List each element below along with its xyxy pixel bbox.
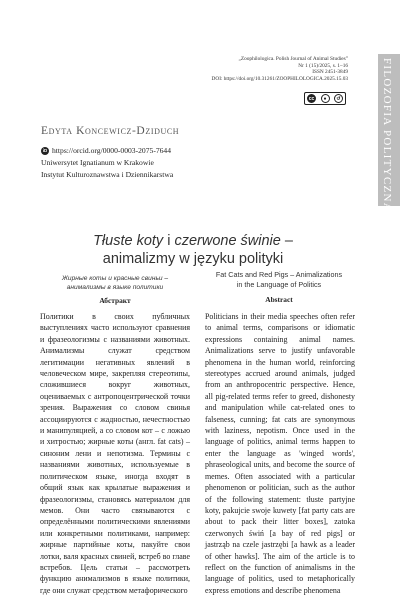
- title-part-2: i: [163, 233, 175, 249]
- title-part-1: Tłuste koty: [93, 233, 164, 249]
- orcid-icon: iD: [42, 148, 48, 153]
- affiliation-institute: Instytut Kulturoznawstwa i Dziennikarstwa: [41, 170, 174, 179]
- russian-abstract-body: [40, 311, 190, 596]
- english-abstract-text: Politicians in their media speeches often refer to animal terms, comparisons or idiomatic expressions containing animal names. Animalizations serve to justify unfavorable phenomena in the human world, reinforcing stereotypes accrued around animals, judged from an anthropocentric perspective. Hence, all pig-related terms refer to greed, dishonesty and manipulation while cat-related ones to falseness, cunning; fat cats are synonymous with laziness, nepotism. Once used in the language of politics, animal terms happen to enter the language as 'winged words', phraseological units, and become the source of memes. Often associated with a particular phenomenon or politician, such as the author of the following statement: tłuste partyjne koty, pakujcie swoje kuwety [fat party cats are about to pack their litter boxes], zatoka czerwonych świń [a bay of red pigs] or jastrząb na czele jastrzębi [a hawk as a leader of other hawks]. The aim of the article is to reflect on the function of animalisms in the language of politics, used to metaphorically express emotions and describe phenomena: [205, 312, 355, 595]
- affiliation-university: Uniwersytet Ignatianum w Krakowie: [41, 158, 154, 167]
- russian-abstract-heading: Абстракт: [99, 296, 131, 305]
- section-sidebar: [378, 54, 400, 213]
- orcid-link[interactable]: https://orcid.org/0000-0003-2075-7644: [52, 146, 172, 155]
- title-part-4: –: [280, 233, 293, 249]
- russian-subtitle-line-1: Жирные коты и красные свиньи –: [61, 275, 169, 282]
- english-abstract-heading: Abstract: [265, 295, 293, 304]
- journal-header: [148, 56, 348, 82]
- cc-icon: cc: [308, 95, 315, 102]
- russian-abstract-text: Политики в своих публичных выступлениях часто используют сравнения и фразеологизмы с названиями животных. Анимализмы служат средством легитимации негативных явлений в человеческом мире, закрепляя стереотипы, сложившиеся вокруг животных, оцениваемых с антропоцентрической точки зрения. Выражения со словом свинья ассоциируются с жадностью, нечестностью и манипуляцией, а со словом кот – с ложью и хитростью; жирные коты (англ. fat cats) – синоним лени и непотизма. Термины с названиями животных, используемые в политическом языке, иногда входят в общий язык как крылатые выражения и фразеологизмы, становясь материалом для мемов. Они часто связываются с определёнными политическими явлениями или конкретными политиками, например: жирные партийные коты, пакуйте свои лотки, валя красных свиней, встреб во главе встребов. Цель статьи – рассмотреть функцию анимализмов в языке политики, где они служат средством метафорического: [40, 312, 190, 595]
- title-line-2: animalizmy w języku polityki: [102, 251, 284, 267]
- english-subtitle-line-1: Fat Cats and Red Pigs – Animalizations: [215, 270, 343, 279]
- author-name: Edyta Koncewicz-Dziduch: [41, 125, 180, 137]
- english-subtitle-line-2: in the Language of Politics: [236, 279, 322, 289]
- sa-icon: ↺: [334, 94, 343, 103]
- orcid-line[interactable]: [41, 146, 171, 155]
- issn: ISSN 2451-3849: [312, 69, 348, 76]
- english-subtitle: [204, 270, 354, 289]
- journal-name: „Zoophilologica. Polish Journal of Animal Studies”: [238, 56, 348, 62]
- english-abstract-body: [205, 311, 355, 596]
- doi[interactable]: DOI: https://doi.org/10.31261/ZOOPHILOLOGICA.2025.15.03: [211, 75, 348, 82]
- cc-license-badge[interactable]: [304, 92, 346, 105]
- by-icon: ●: [321, 94, 330, 103]
- title-part-3: czerwone świnie: [174, 233, 281, 249]
- issue-info: Nr 1 (15)/2025, s. 1–16: [298, 62, 348, 69]
- russian-subtitle: [40, 274, 190, 292]
- article-title: [40, 232, 346, 268]
- russian-subtitle-line-2: анимализмы в языке политики: [66, 284, 164, 291]
- section-label: FILOZOFIA POLITYCZNA: [381, 58, 393, 213]
